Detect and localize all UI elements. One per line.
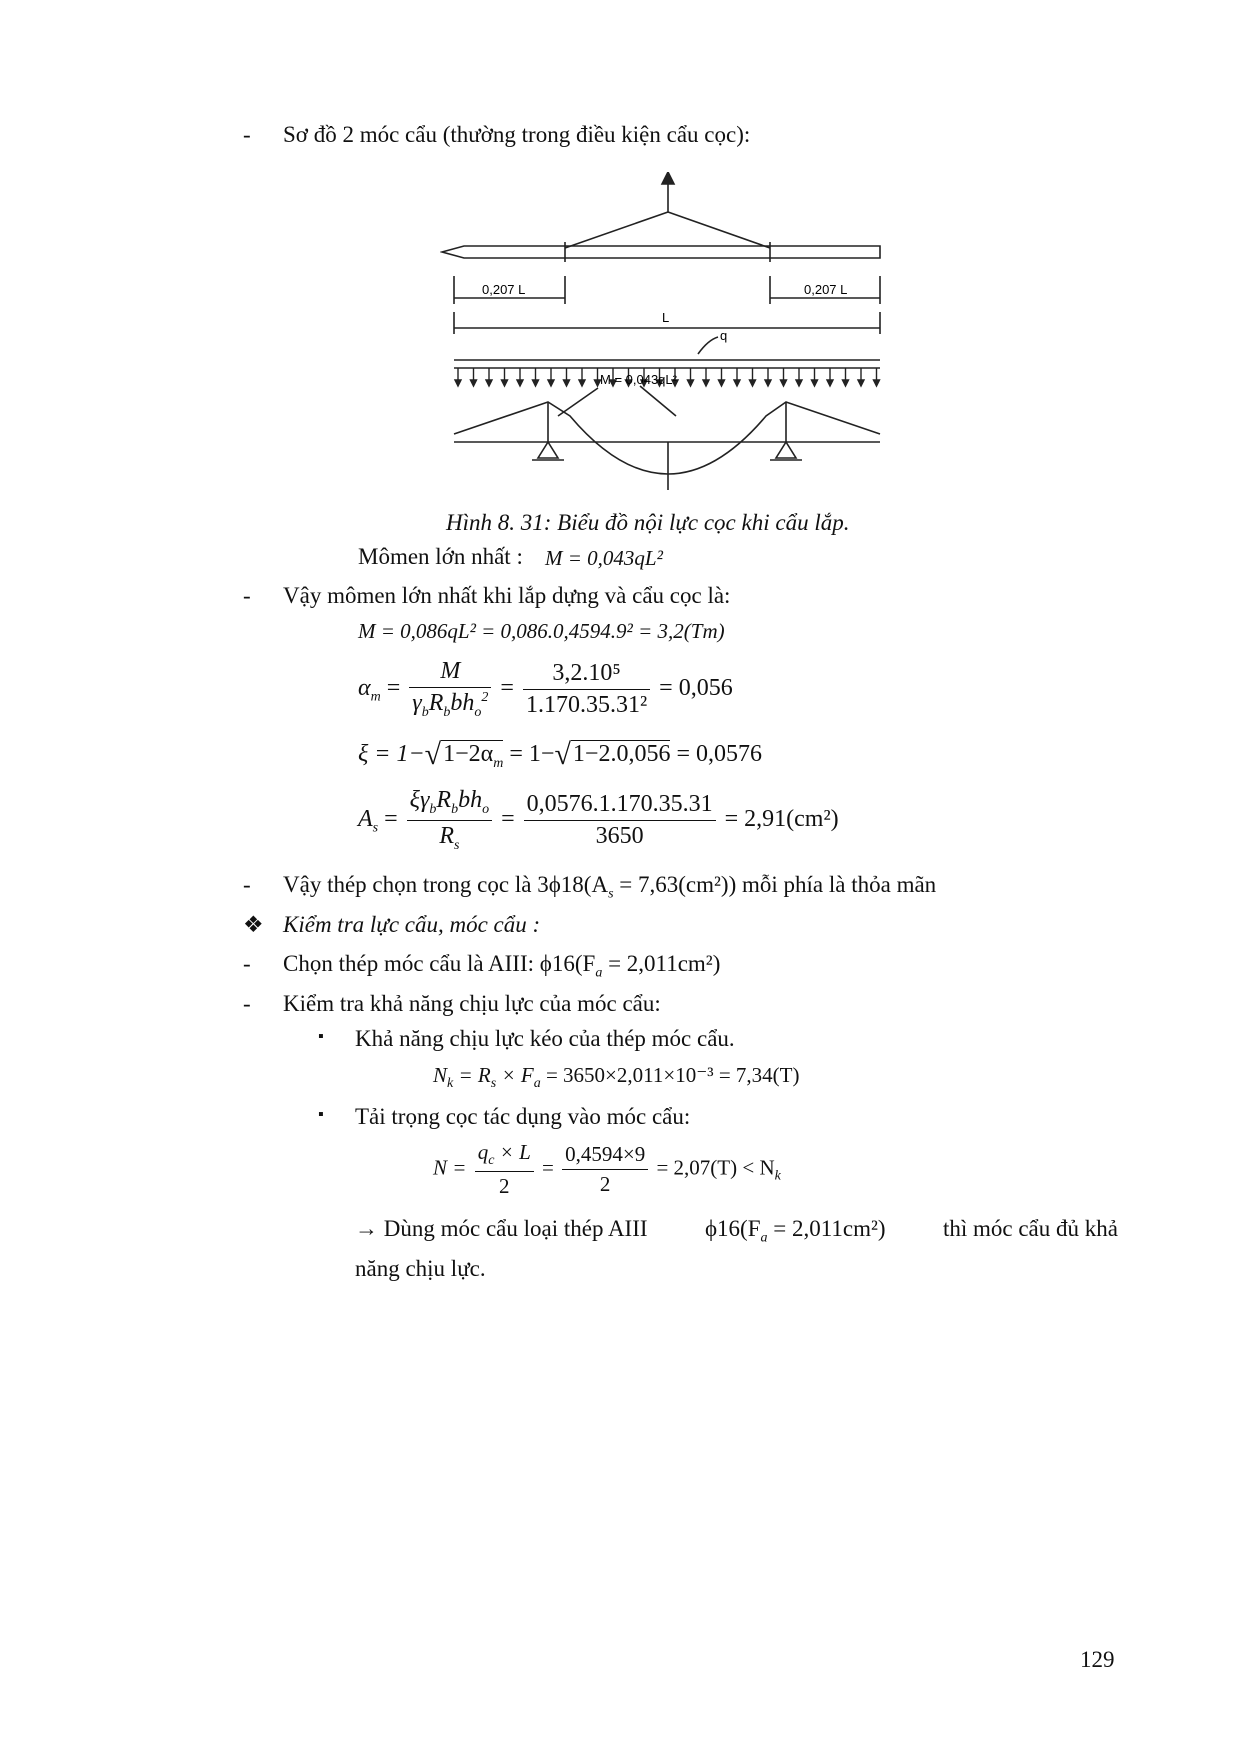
load-formula: N = $\frac{q_c \times L}{2}$ = $\frac{0,4594\times 9}{2}$ = $2,07(T) < N_k$	[433, 1140, 781, 1199]
hook-formula: ϕ16(F	[539, 951, 596, 976]
as-symbol: A	[358, 805, 373, 832]
steel-suffix: mỗi phía là thỏa mãn	[742, 872, 937, 897]
as-frac1	[407, 787, 492, 854]
xi-rad1-sub: m	[493, 755, 504, 771]
alpha-sub: m	[370, 689, 381, 705]
xi-rad1-text: 1−2α	[443, 741, 494, 767]
erect-text: Vậy mômen lớn nhất khi lắp dựng và cẩu cọc là:	[283, 583, 731, 608]
load-q-sub: c	[488, 1153, 495, 1169]
load-frac2	[562, 1142, 648, 1197]
steel-line	[283, 872, 936, 903]
conclusion-line-2: năng chịu lực.	[355, 1256, 486, 1281]
eq-xi	[358, 738, 762, 772]
tensile-n-sub: k	[447, 1076, 454, 1092]
load-arrowhead	[455, 380, 461, 386]
page-number: 129	[1080, 1647, 1115, 1672]
conclusion-text-b: thì móc cẩu đủ khả	[942, 1216, 1118, 1241]
moment-label: M = 0,043qL²	[600, 372, 677, 387]
as-result: = 2,91(cm²)	[724, 805, 839, 832]
load-result: = 2,07(T) < N	[656, 1155, 775, 1180]
conclusion-line-1	[355, 1216, 1118, 1247]
load-arrowhead	[688, 380, 694, 386]
conclusion-sub: a	[760, 1230, 768, 1246]
load-result-sub: k	[774, 1168, 781, 1184]
bullet-dash: -	[243, 583, 251, 608]
conclusion-formula: ϕ16(F	[704, 1216, 761, 1241]
as-frac2	[524, 791, 716, 850]
hook-choice-line	[283, 951, 720, 982]
xi-lhs: ξ = 1−	[358, 741, 425, 767]
load-den2: 2	[599, 1172, 611, 1197]
tensile-n: N	[433, 1063, 448, 1087]
load-arrowhead	[812, 380, 818, 386]
diamond-bullet-icon: ❖	[243, 912, 264, 937]
hook-formula-end: = 2,011cm²)	[602, 951, 721, 976]
load-arrowhead	[843, 380, 849, 386]
load-arrowhead	[781, 380, 787, 386]
square-bullet-icon: ▪	[318, 1028, 324, 1045]
radical-icon: √	[424, 738, 442, 771]
xi-rad1	[441, 740, 504, 771]
load-arrowhead	[874, 380, 880, 386]
conclusion-text-a: Dùng móc cẩu loại thép AIII	[383, 1216, 648, 1241]
span-label: L	[662, 310, 670, 325]
square-bullet-icon: ▪	[318, 1106, 324, 1123]
hook-choice-text: Chọn thép móc cẩu là AIII:	[283, 951, 535, 976]
as-num2: 0,0576.1.170.35.31	[524, 791, 716, 821]
load-num1	[475, 1140, 534, 1172]
tensile-r-sub: s	[490, 1076, 497, 1092]
pile-diagram	[440, 172, 890, 502]
load-arrowhead	[502, 380, 508, 386]
as-sub: s	[372, 820, 379, 836]
load-arrowhead	[765, 380, 771, 386]
eq-moment: M = 0,086qL² = 0,086.0,4594.9² = 3,2(Tm)	[358, 619, 725, 643]
as-den1: $R_s$	[439, 822, 460, 853]
support-left	[538, 442, 558, 458]
load-den1: 2	[498, 1174, 510, 1199]
load-arrowhead	[486, 380, 492, 386]
load-arrowhead	[827, 380, 833, 386]
alpha-frac2	[523, 660, 650, 719]
moment-curve	[454, 402, 880, 474]
bullet-dash: -	[243, 951, 251, 976]
bullet-dash: -	[243, 122, 251, 147]
hook-sub: a	[595, 965, 603, 981]
as-den2: 3650	[595, 822, 644, 849]
bullet-dash: -	[243, 872, 251, 897]
load-frac1	[475, 1140, 534, 1199]
as-num1: $\xi\gamma_bR_bbh_o$	[407, 787, 492, 821]
right-dim-label: 0,207 L	[804, 282, 848, 297]
sling-left	[565, 212, 668, 248]
conclusion-formula-end: = 2,011cm²)	[767, 1216, 886, 1241]
alpha-frac1	[409, 658, 491, 721]
figure-caption: Hình 8. 31: Biểu đồ nội lực cọc khi cẩu lắp.	[446, 510, 850, 535]
load-arrowhead	[703, 380, 709, 386]
load-num1-end: × L	[494, 1140, 531, 1164]
load-arrowhead	[734, 380, 740, 386]
capacity-text: Kiểm tra khả năng chịu lực của móc cẩu:	[283, 991, 661, 1016]
arrow-right-icon: →	[355, 1216, 378, 1241]
tensile-f-sub: a	[533, 1076, 541, 1092]
pile-body	[442, 246, 880, 258]
load-text: Tải trọng cọc tác dụng vào móc cẩu:	[355, 1104, 691, 1129]
radical-icon: √	[554, 738, 571, 771]
eq-alpha: $\alpha_m$ = $\frac{M}{\gamma_bR_bbh_o^2}$ = $\frac{\text{3,2.10⁵}}{\text{1.170.35.31²}}$ = 0,056	[358, 658, 733, 720]
load-num2: 0,4594×9	[562, 1142, 648, 1170]
alpha-symbol: α	[358, 674, 371, 701]
check-header: Kiểm tra lực cẩu, móc cẩu :	[283, 912, 541, 937]
steel-formula-end: = 7,63(cm²))	[613, 872, 737, 897]
tensile-text: Khả năng chịu lực kéo của thép móc cẩu.	[355, 1026, 735, 1051]
alpha-den1: $\gamma_bR_bbh_o^2$	[412, 690, 489, 720]
load-arrowhead	[858, 380, 864, 386]
load-arrowhead	[517, 380, 523, 386]
tensile-formula	[433, 1063, 799, 1092]
load-arrowhead	[471, 380, 477, 386]
tensile-formula-end: = 3650×2,011×10⁻³ = 7,34(T)	[540, 1063, 800, 1087]
bullet-dash: -	[243, 991, 251, 1016]
intro-text: Sơ đồ 2 móc cẩu (thường trong điều kiện cẩu cọc):	[283, 122, 751, 147]
tensile-f: × F	[496, 1063, 534, 1087]
load-arrowhead	[719, 380, 725, 386]
steel-sub: s	[608, 886, 614, 902]
max-moment-label: Mômen lớn nhất :	[358, 544, 523, 569]
alpha-den2: 1.170.35.31²	[525, 691, 648, 718]
xi-result: = 0,0576	[676, 741, 763, 767]
alpha-num2: 3,2.10⁵	[523, 660, 650, 690]
xi-rad2: 1−2.0,056	[572, 741, 671, 767]
eq-as: $A_s$ = $\frac{\xi\gamma_bR_bbh_o}{R_s}$ = $\frac{0,0576.1.170.35.31}{3650}$ = 2,91(cm²)	[358, 787, 839, 853]
load-arrowhead	[796, 380, 802, 386]
arrow-icon	[662, 172, 674, 184]
load-arrowhead	[750, 380, 756, 386]
load-label: q	[720, 328, 728, 343]
support-right	[776, 442, 796, 458]
load-arrowhead	[579, 380, 585, 386]
steel-formula	[537, 872, 737, 902]
steel-prefix: Vậy thép chọn trong cọc là	[283, 872, 532, 897]
sling-right	[668, 212, 770, 248]
max-moment-formula: M = 0,043qL²	[545, 546, 663, 570]
load-arrowhead	[533, 380, 539, 386]
load-arrowhead	[548, 380, 554, 386]
steel-formula-text: 3ϕ18(A	[537, 872, 609, 897]
tensile-r: = R	[453, 1063, 491, 1087]
left-dim-label: 0,207 L	[482, 282, 526, 297]
xi-mid: = 1−	[509, 741, 555, 767]
alpha-result: = 0,056	[659, 674, 733, 701]
load-arrowhead	[564, 380, 570, 386]
load-q: q	[477, 1140, 489, 1164]
alpha-num1: M	[409, 658, 491, 688]
load-lhs: N =	[433, 1155, 467, 1180]
